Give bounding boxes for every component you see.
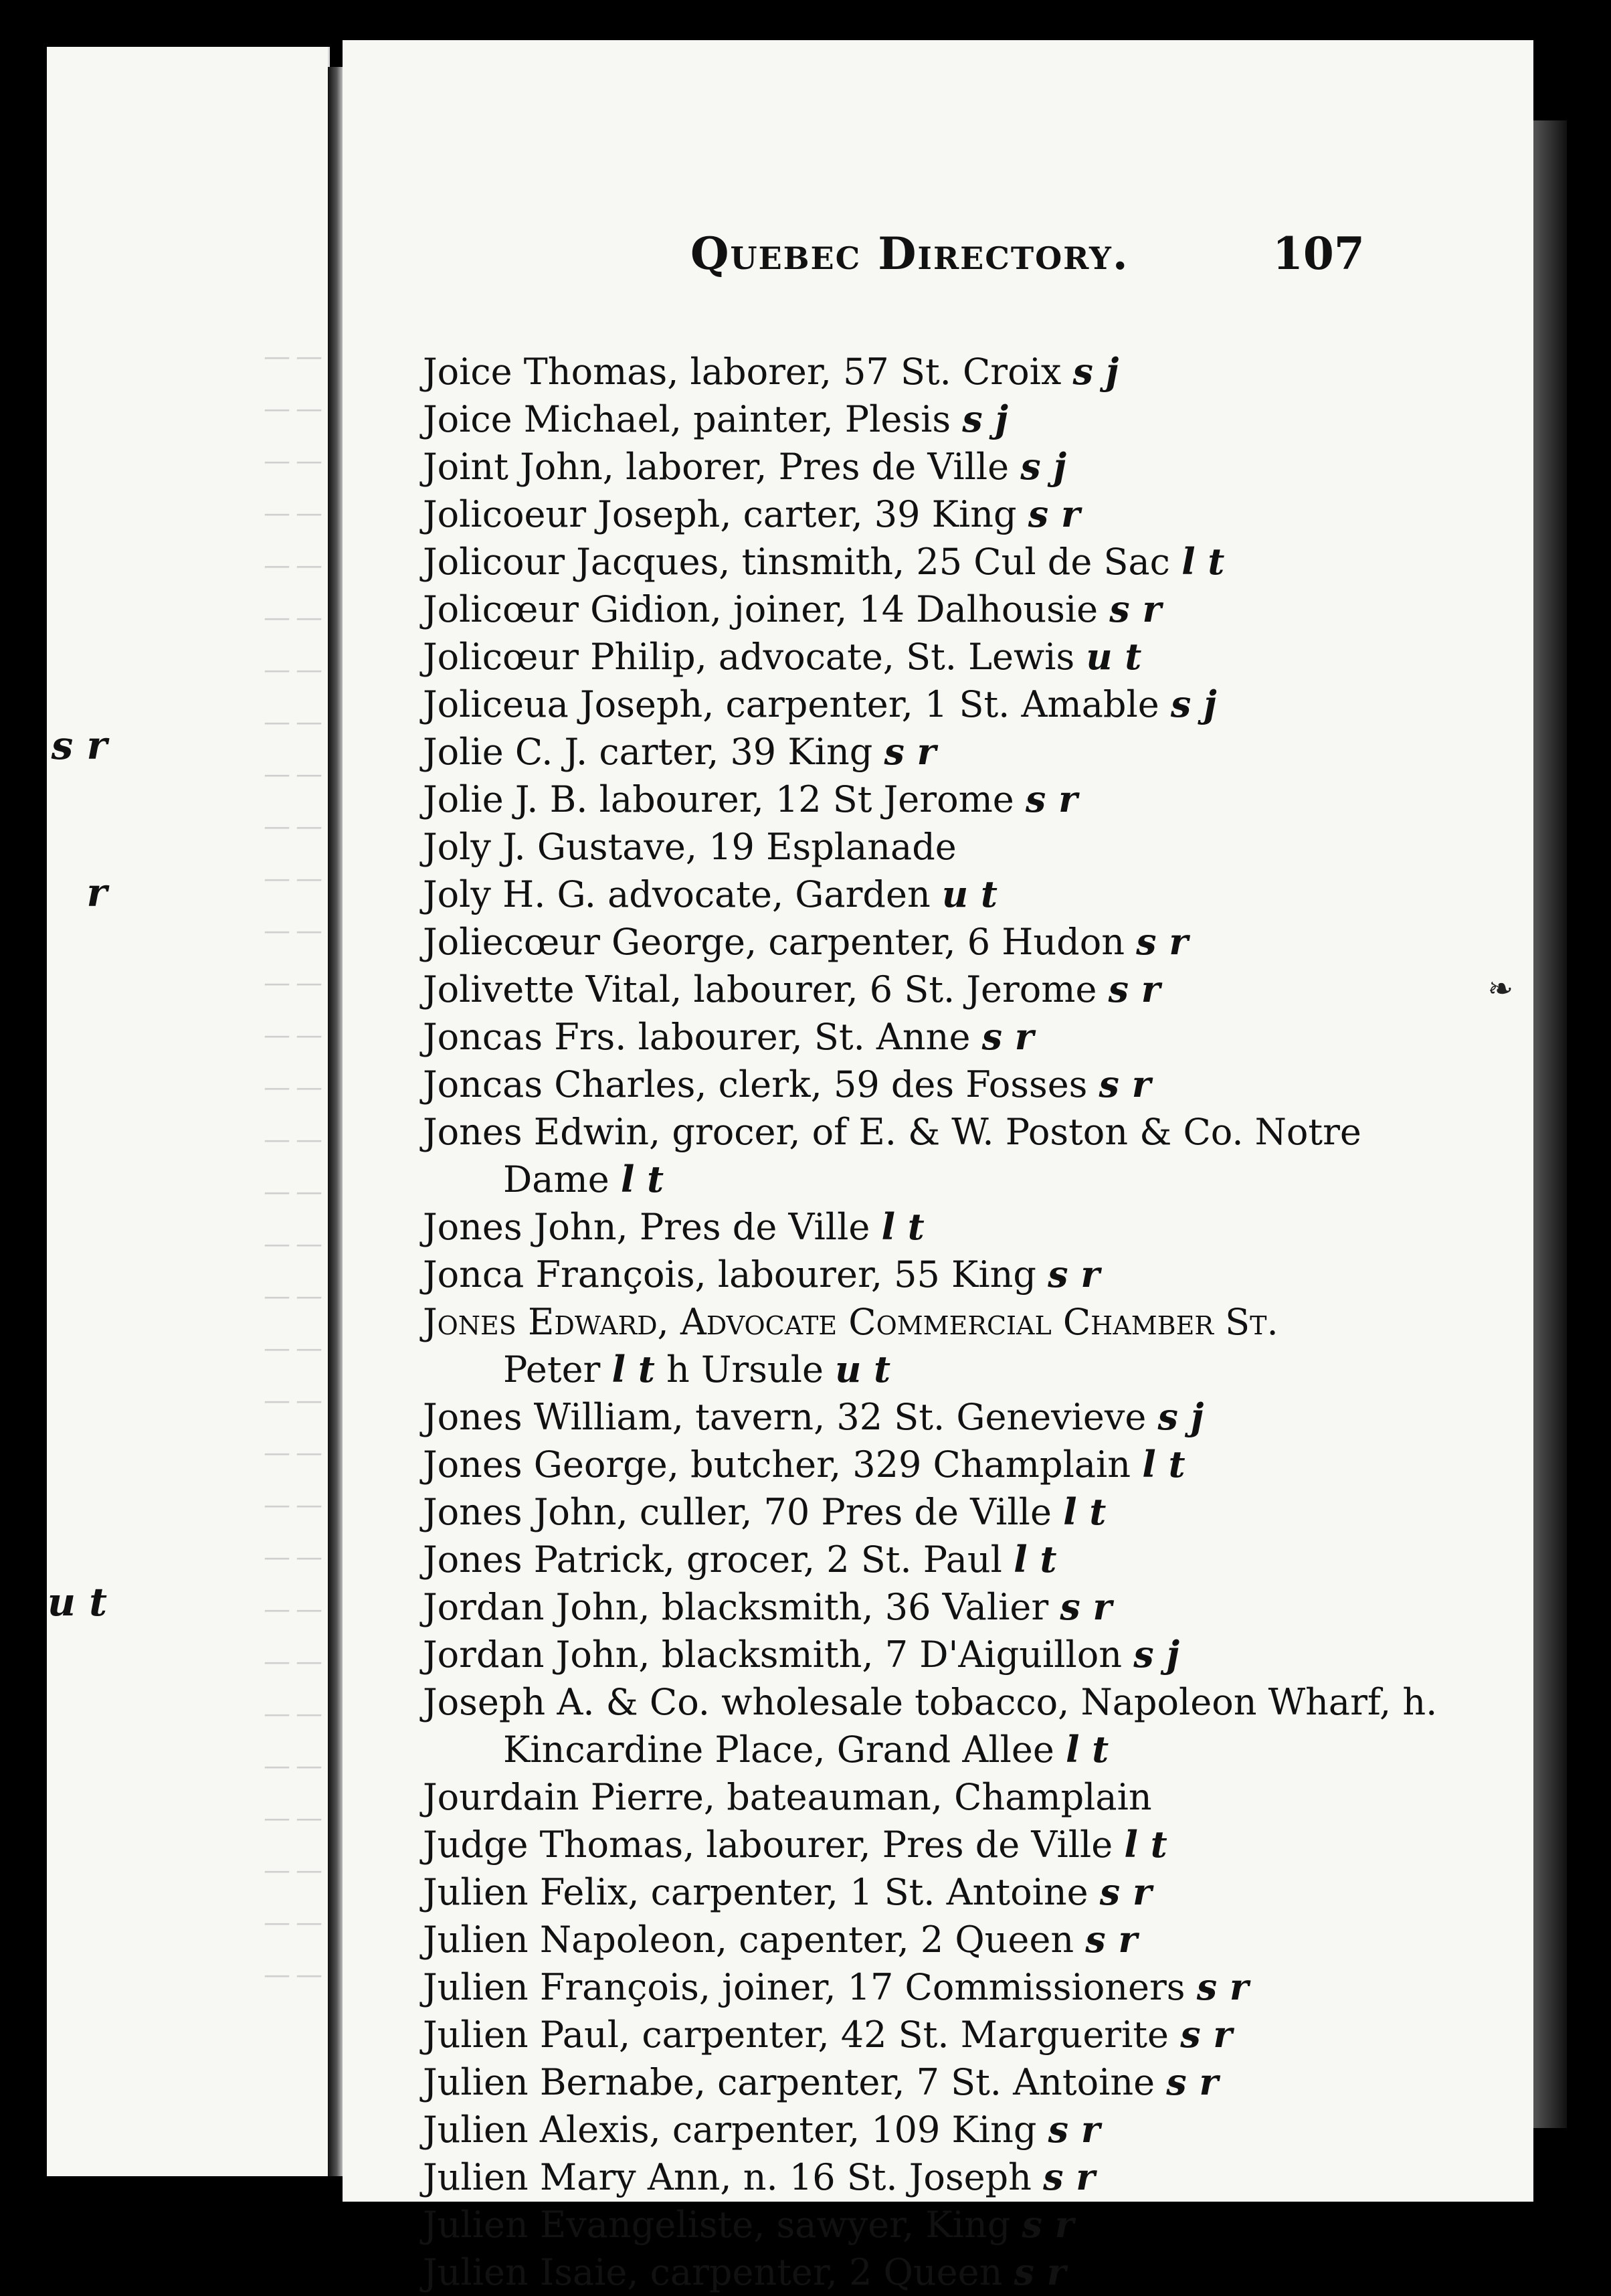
ward-code: l t [1065,1728,1109,1771]
directory-entry [343,823,1520,871]
entry-text: Jolicour Jacques, tinsmith, 25 Cul de Sac [423,541,1182,583]
running-header [343,228,1413,288]
entry-text: Joliecœur George, carpenter, 6 Hudon [423,921,1137,963]
bleed-line: — — [264,550,322,581]
ward-code: s j [1157,1395,1204,1438]
directory-entry [343,1013,1520,1061]
entry-continuation [343,1156,1520,1203]
ward-code: l t [1181,540,1225,583]
bleed-line: — — [264,1803,322,1834]
entry-text: Jones Edwin, grocer, of E. & W. Poston & Co. Notre [423,1111,1361,1153]
bleed-line: — — [264,1751,322,1781]
entry-text: Joncas Charles, clerk, 59 des Fosses [423,1063,1099,1106]
entry-text: Julien Alexis, carpenter, 109 King [423,2109,1048,2151]
bleed-line: — — [264,707,322,737]
ward-code: l t [1124,1823,1167,1866]
bleed-line: — — [264,759,322,790]
ward-code: u t [941,873,998,915]
bleed-line: — — [264,1855,322,1886]
bleed-line: — — [264,1124,322,1155]
bleed-line: — — [264,1594,322,1625]
ward-code: s r [1180,2013,1232,2056]
page-edge [1533,120,1567,2128]
directory-entry [343,918,1520,966]
ward-code: s r [1196,1965,1249,2008]
ward-code: s r [1166,2060,1218,2103]
bleed-line: — — [264,1333,322,1364]
entry-text: Jones Edward, Advocate Commercial Chamber St. [423,1301,1278,1343]
bleed-line: — — [264,1176,322,1207]
entry-text: Julien Napoleon, capenter, 2 Queen [423,1919,1086,1961]
directory-entry [343,1488,1520,1536]
margin-mark: u t [47,1579,107,1625]
entry-text: Joint John, laborer, Pres de Ville [423,446,1021,488]
entry-text: Joice Michael, painter, Plesis [423,398,963,440]
entry-text: Jones John, culler, 70 Pres de Ville [423,1491,1064,1533]
directory-entry [343,966,1520,1013]
directory-page [343,40,1533,2293]
ward-code: l t [1142,1443,1186,1486]
directory-entry [343,1061,1520,1108]
ward-code: s r [1108,968,1161,1010]
directory-entry [343,681,1520,728]
entry-text: Jones John, Pres de Ville [423,1206,882,1248]
ward-code: s r [1028,493,1080,535]
facing-page [47,47,330,2176]
entry-text: Jolicœur Gidion, joiner, 14 Dalhousie [423,588,1110,630]
bleed-line: — — [264,1437,322,1468]
entry-text: Judge Thomas, labourer, Pres de Ville [423,1824,1125,1866]
ward-code: s r [1025,778,1078,820]
entry-text: Julien Evangeliste, sawyer, King [423,2204,1022,2246]
directory-entries [343,348,1520,2296]
page-number: 107 [1272,228,1365,280]
entry-text: Joly H. G. advocate, Garden [423,873,942,915]
ward-code: s r [1048,1253,1100,1296]
entry-text: Julien François, joiner, 17 Commissioners [423,1966,1197,2008]
entry-text: Joncas Frs. labourer, St. Anne [423,1016,982,1058]
ward-code: s r [1109,588,1161,630]
directory-entry [343,1916,1520,1963]
entry-text: Jones George, butcher, 329 Champlain [423,1443,1143,1486]
bleed-line: — — [264,1490,322,1520]
bleed-line: — — [264,1072,322,1103]
bleed-line: — — [264,1542,322,1573]
ward-code: l t [611,1348,655,1391]
directory-entry [343,443,1520,491]
bleed-line: — — [264,341,322,372]
directory-entry [343,871,1520,918]
entry-text: Jolicoeur Joseph, carter, 39 King [423,493,1028,535]
directory-entry [343,395,1520,443]
ward-code: s j [962,398,1008,440]
directory-entry [343,1868,1520,1916]
ward-code: s r [1014,2250,1066,2293]
directory-entry [343,1108,1520,1156]
bleed-line: — — [264,446,322,476]
ward-code: s j [1072,350,1119,393]
ward-code: s r [1022,2203,1074,2246]
directory-entry [343,2201,1520,2248]
directory-entry [343,348,1520,395]
directory-entry [343,1631,1520,1678]
ward-code: s r [1099,1870,1152,1913]
bleed-line: — — [264,968,322,998]
bleed-line: — — [264,498,322,529]
entry-text: Joice Thomas, laborer, 57 St. Croix [423,351,1073,393]
ward-code: s r [1085,1918,1137,1961]
directory-entry [343,2153,1520,2201]
entry-text: Jolie C. J. carter, 39 King [423,731,884,773]
entry-text: Jonca François, labourer, 55 King [423,1253,1048,1296]
entry-text: Jones William, tavern, 32 St. Genevieve [423,1396,1158,1438]
margin-mark: r [86,870,107,915]
directory-entry [343,633,1520,681]
entry-text: Julien Paul, carpenter, 42 St. Marguerite [423,2014,1181,2056]
ward-code: s j [1020,445,1067,488]
entry-text: Dame [503,1158,621,1201]
page-title: Quebec Directory. [690,228,1129,280]
ward-code: s j [1133,1633,1180,1676]
entry-text: Joseph A. & Co. wholesale tobacco, Napoleon Wharf, h. [423,1681,1438,1723]
directory-entry [343,2011,1520,2058]
ward-code: l t [1063,1490,1107,1533]
directory-entry [343,2248,1520,2296]
entry-continuation [343,1726,1520,1773]
directory-entry [343,728,1520,776]
directory-entry [343,1678,1520,1726]
book-spine [328,67,343,2176]
entry-text: Jourdain Pierre, bateauman, Champlain [423,1776,1152,1818]
bleed-line: — — [264,393,322,424]
bleed-line: — — [264,1385,322,1416]
bleed-line: — — [264,1646,322,1677]
entry-continuation [343,1346,1520,1393]
ward-code: s r [1043,2155,1095,2198]
bleed-line: — — [264,1959,322,1990]
directory-entry [343,1583,1520,1631]
bleed-line: — — [264,1020,322,1051]
directory-entry [343,1821,1520,1868]
ward-code: s r [1099,1063,1151,1106]
bleed-line: — — [264,1281,322,1312]
entry-text: Jolicœur Philip, advocate, St. Lewis [423,636,1086,678]
entry-text: Jordan John, blacksmith, 36 Valier [423,1586,1060,1628]
directory-entry [343,1203,1520,1251]
directory-entry [343,1393,1520,1441]
entry-text: Jolie J. B. labourer, 12 St Jerome [423,778,1026,820]
ward-code: l t [620,1158,664,1201]
ward-code: s r [1136,920,1188,963]
entry-text: Peter [503,1348,612,1391]
directory-entry [343,586,1520,633]
entry-text: Joly J. Gustave, 19 Esplanade [423,826,957,868]
entry-text: Julien Mary Ann, n. 16 St. Joseph [423,2156,1044,2198]
bleed-line: — — [264,863,322,894]
directory-entry [343,2058,1520,2106]
directory-entry [343,776,1520,823]
entry-text: Jolivette Vital, labourer, 6 St. Jerome [423,968,1109,1010]
directory-entry [343,1963,1520,2011]
directory-entry [343,1536,1520,1583]
ward-code: u t [835,1348,891,1391]
bleed-line: — — [264,602,322,633]
page-mark: ❧ [1487,970,1513,1006]
ward-code: s r [1048,2108,1101,2151]
facing-page-bleed-through [194,341,328,2014]
bleed-line: — — [264,654,322,685]
entry-text: Julien Bernabe, carpenter, 7 St. Antoine [423,2061,1167,2103]
directory-entry [343,491,1520,538]
entry-text: Joliceua Joseph, carpenter, 1 St. Amable [423,683,1171,725]
directory-entry [343,2106,1520,2153]
entry-text: Julien Felix, carpenter, 1 St. Antoine [423,1871,1100,1913]
entry-text: Julien Isaie, carpenter, 2 Queen [423,2251,1014,2293]
ward-code: u t [1086,635,1142,678]
entry-text: Jordan John, blacksmith, 7 D'Aiguillon [423,1633,1134,1676]
directory-entry [343,1251,1520,1298]
ward-code: s r [884,730,937,773]
ward-code: l t [1014,1538,1057,1581]
bleed-line: — — [264,915,322,946]
entry-text: Jones Patrick, grocer, 2 St. Paul [423,1538,1014,1581]
ward-code: l t [881,1205,925,1248]
entry-text-after: h Ursule [654,1348,836,1391]
ward-code: s r [1060,1585,1112,1628]
bleed-line: — — [264,1698,322,1729]
directory-entry [343,1773,1520,1821]
directory-entry [343,1298,1520,1346]
bleed-line: — — [264,1229,322,1259]
entry-text: Kincardine Place, Grand Allee [503,1729,1066,1771]
margin-mark: s r [51,723,107,768]
bleed-line: — — [264,811,322,842]
directory-entry [343,1441,1520,1488]
directory-entry [343,538,1520,586]
bleed-line: — — [264,1907,322,1938]
ward-code: s j [1170,683,1217,725]
ward-code: s r [981,1015,1034,1058]
